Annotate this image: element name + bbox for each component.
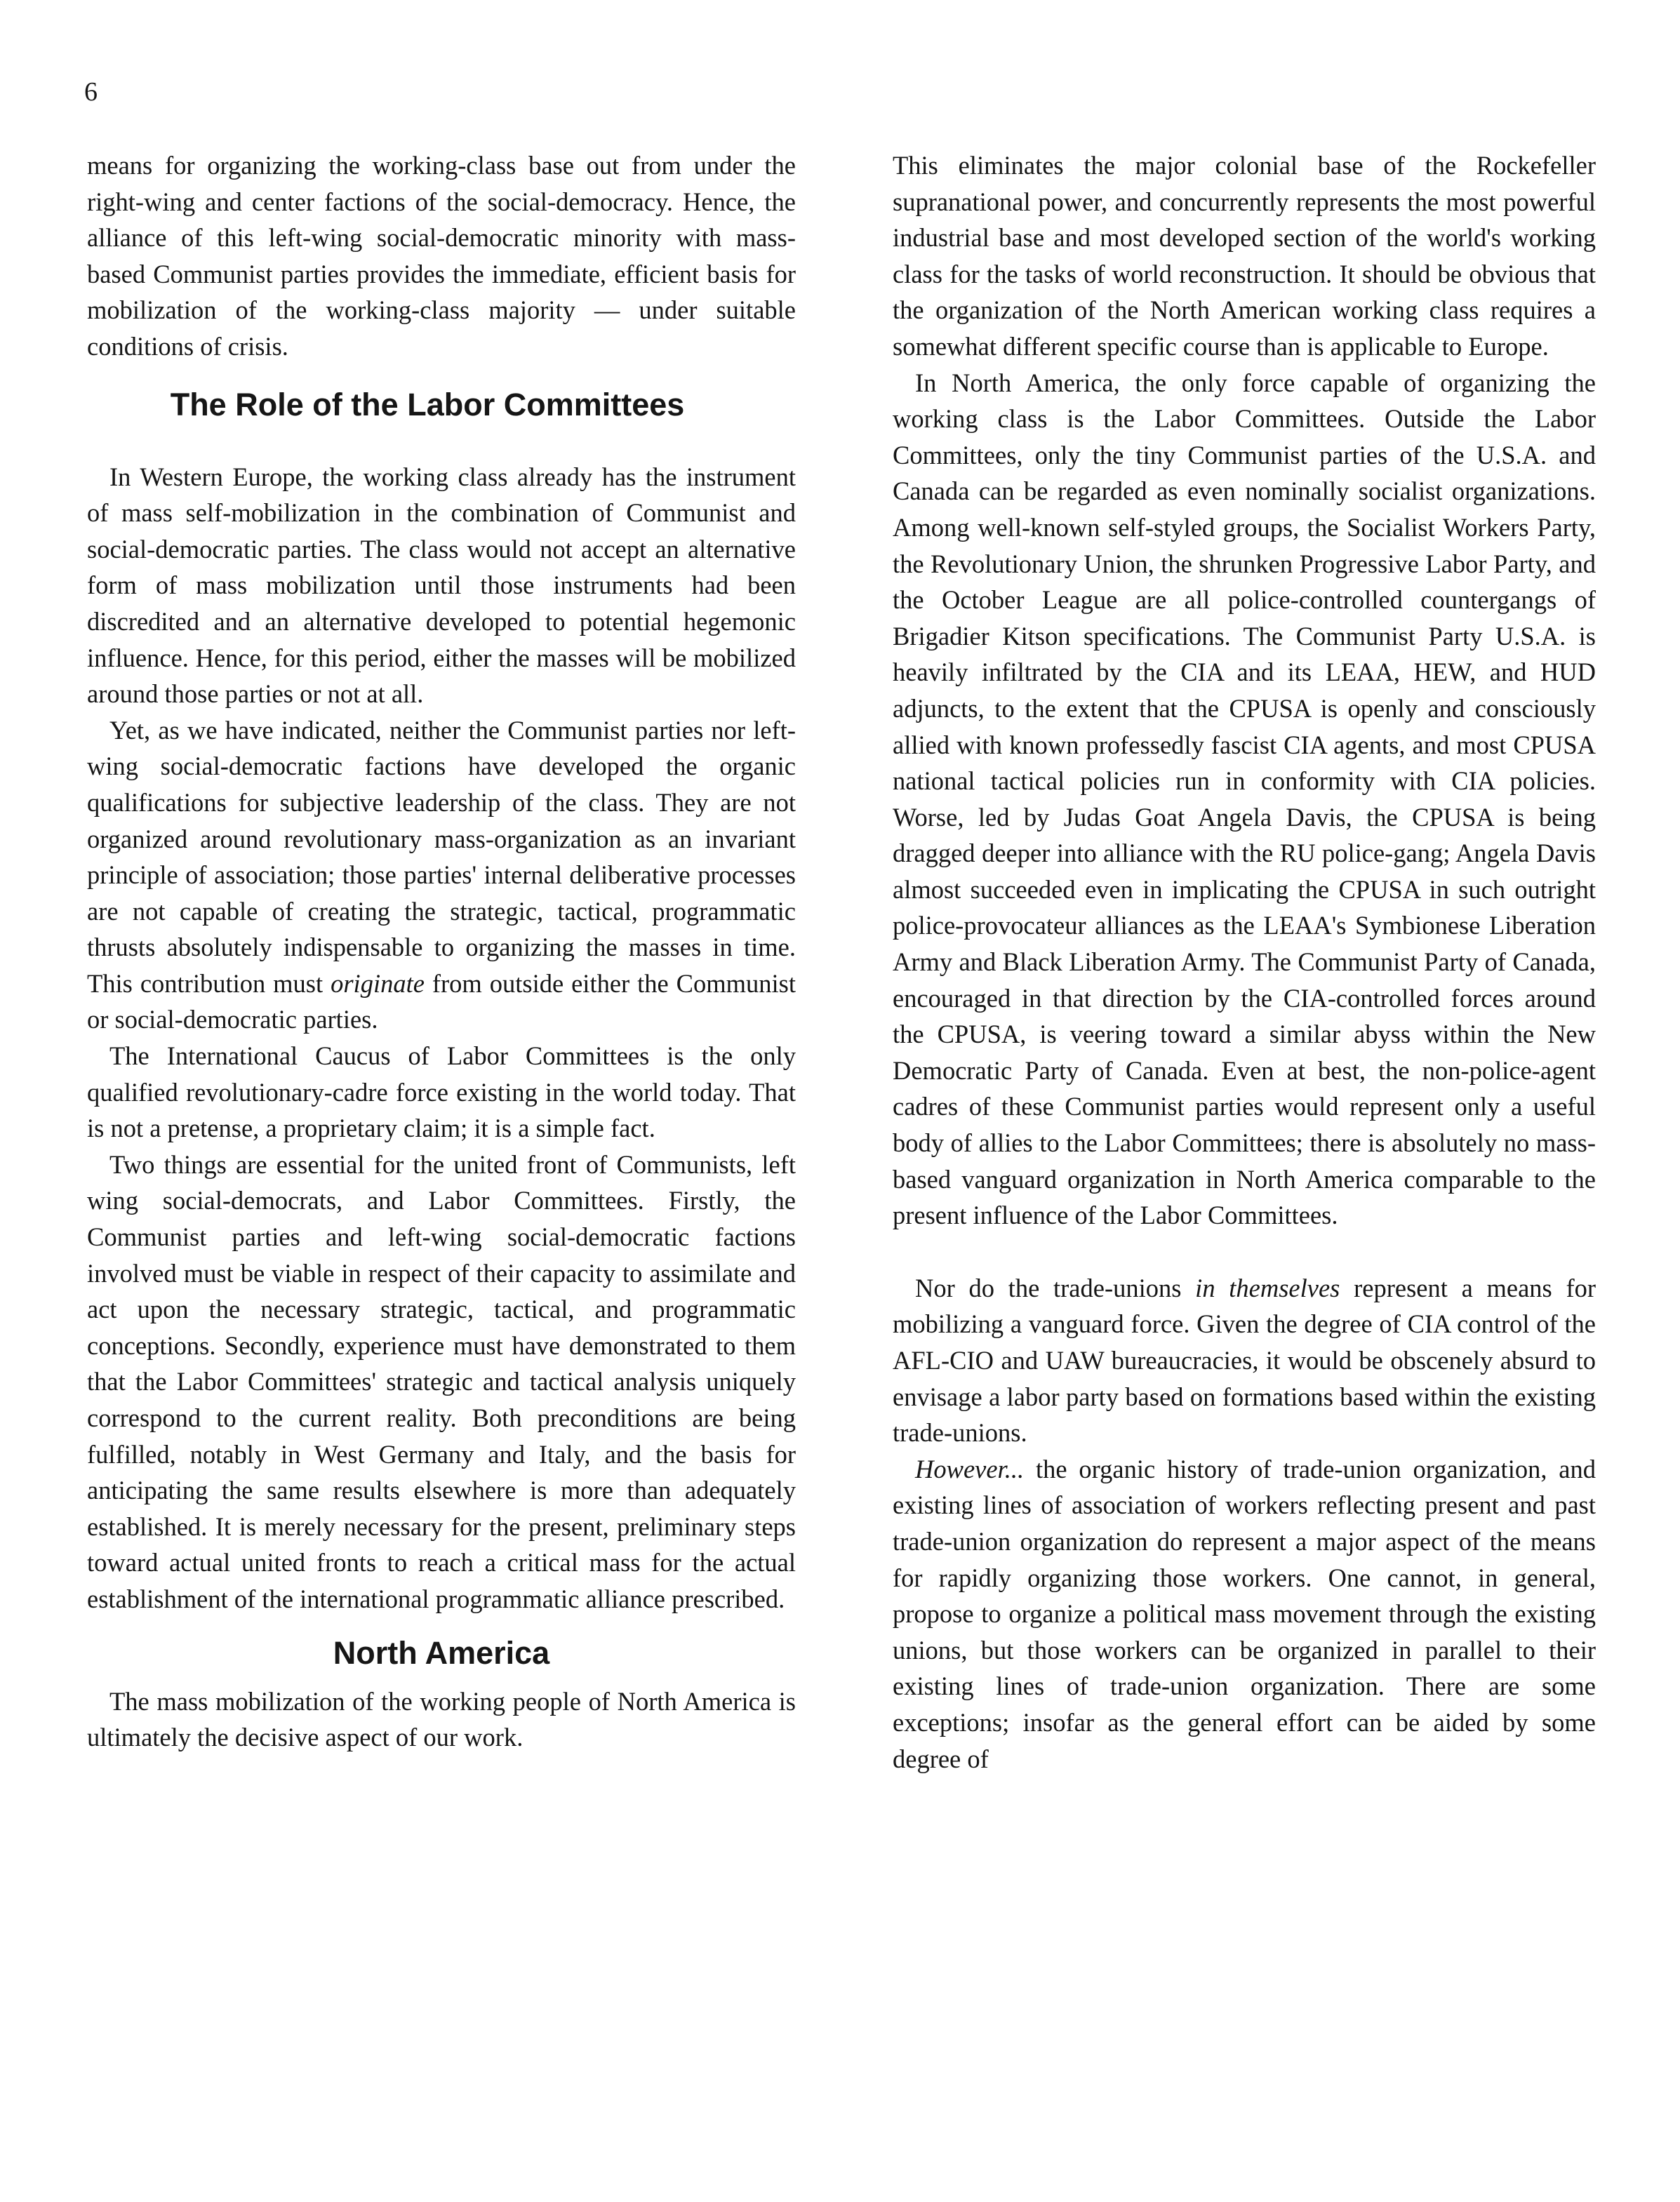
section-heading-role-of-labor-committees: The Role of the Labor Committees (170, 386, 685, 422)
paragraph-right-3 (893, 1270, 1596, 1451)
paragraph-left-3-text-a: Yet, as we have indicated, neither the Communist parties nor left-wing social-democratic factions have developed the organic qualifications for subjective leadership of the class. They are not organized around revolutionary mass-organization as an invariant principle of association; those parties' internal deliberative processes are not capable of creating the strategic, tactical, programmatic thrusts absolutely indispensable to organizing the masses in time. This contribution must (87, 715, 796, 998)
left-column (87, 147, 796, 2140)
paragraph-right-3-emphasis: in themselves (1195, 1273, 1340, 1302)
right-column (893, 147, 1596, 2140)
paragraph-right-2: In North America, the only force capable of organizing the working class is the Labor Committees. Outside the Labor Committees, only the tiny Communist parties of the U.S.A. and Canada can be regarded as even nominally socialist organizations. Among well-known self-styled groups, the Socialist Workers Party, the Revolutionary Union, the shrunken Progressive Labor Party, and the October League are all police-controlled countergangs of Brigadier Kitson specifications. The Communist Party U.S.A. is heavily infiltrated by the CIA and its LEAA, HEW, and HUD adjuncts, to the extent that the CPUSA is openly and consciously allied with known professedly fascist CIA agents, and most CPUSA national tactical policies run in conformity with CIA policies. Worse, led by Judas Goat Angela Davis, the CPUSA is being dragged deeper into alliance with the RU police-gang; Angela Davis almost succeeded even in implicating the CPUSA in such outright police-provocateur alliances as the LEAA's Symbionese Liberation Army and Black Liberation Army. The Communist Party of Canada, encouraged in that direction by the CIA-controlled forces around the CPUSA, is veering toward a similar abyss within the New Democratic Party of Canada. Even at best, the non-police-agent cadres of these Communist parties would represent only a useful body of allies to the Labor Committees; there is absolutely no mass-based vanguard organization in North America comparable to the present influence of the Labor Committees. (893, 368, 1596, 1230)
paragraph-left-5: Two things are essential for the united front of Communists, left wing social-democrats, and Labor Committees. Firstly, the Communist parties and left-wing social-democratic factions involved must be viable in respect of their capacity to assimilate and act upon the necessary strategic, tactical, and programmatic conceptions. Secondly, experience must have demonstrated to them that the Labor Committees' strategic and tactical analysis uniquely correspond to the current reality. Both preconditions are being fulfilled, notably in West Germany and Italy, and the basis for anticipating the same results elsewhere is more than adequately established. It is merely necessary for the present, preliminary steps toward actual united fronts to reach a critical mass for the actual establishment of the international programmatic alliance prescribed. (87, 1149, 796, 1613)
paragraph-left-6: The mass mobilization of the working people of North America is ultimately the decisive aspect of our work. (87, 1686, 796, 1752)
paragraph-left-4: The International Caucus of Labor Committees is the only qualified revolutionary-cadre force existing in the world today. That is not a pretense, a proprietary claim; it is a simple fact. (87, 1041, 796, 1143)
paragraph-left-3 (87, 712, 796, 1038)
paragraph-right-4 (893, 1451, 1596, 1777)
paragraph-right-1: This eliminates the major colonial base of the Rockefeller supranational power, and concurrently represents the most powerful industrial base and most developed section of the world's working class for the tasks of world reconstruction. It should be obvious that the organization of the North American working class requires a somewhat different specific course than is applicable to Europe. (893, 151, 1596, 361)
page-number: 6 (84, 77, 98, 107)
paragraph-left-2: In Western Europe, the working class already has the instrument of mass self-mobilization in the combination of Communist and social-democratic parties. The class would not accept an alternative form of mass mobilization until those instruments had been discredited and an alternative developed to potential hegemonic influence. Hence, for this period, either the masses will be mobilized around those parties or not at all. (87, 462, 796, 709)
paragraph-right-4-emphasis: However... (915, 1454, 1025, 1483)
paragraph-left-1: means for organizing the working-class base out from under the right-wing and center factions of the social-democracy. Hence, the alliance of this left-wing social-democratic minority with mass-based Communist parties provides the immediate, efficient basis for mobilization of the working-class majority — under suitable conditions of crisis. (87, 151, 796, 361)
paragraph-right-3-text-a: Nor do the trade-unions (915, 1273, 1182, 1302)
paragraph-right-3-text-b: represent a means for mobilizing a vanguard force. Given the degree of CIA control of the AFL-CIO and UAW bureaucracies, it would be obscenely absurd to envisage a labor party based on formations based within the existing trade-unions. (893, 1273, 1596, 1448)
paragraph-left-3-text-b: from outside either the Communist or social-democratic parties. (87, 968, 796, 1034)
section-heading-north-america: North America (333, 1634, 550, 1671)
paragraph-right-4-text: the organic history of trade-union organization, and existing lines of association of workers reflecting present and past trade-union organization do represent a major aspect of the means for rapidly organizing those workers. One cannot, in general, propose to organize a political mass movement through the existing unions, but those workers can be organized in parallel to their existing lines of trade-union organization. There are some exceptions; insofar as the general effort can be aided by some degree of (893, 1454, 1596, 1773)
paragraph-left-3-emphasis: originate (331, 968, 425, 998)
